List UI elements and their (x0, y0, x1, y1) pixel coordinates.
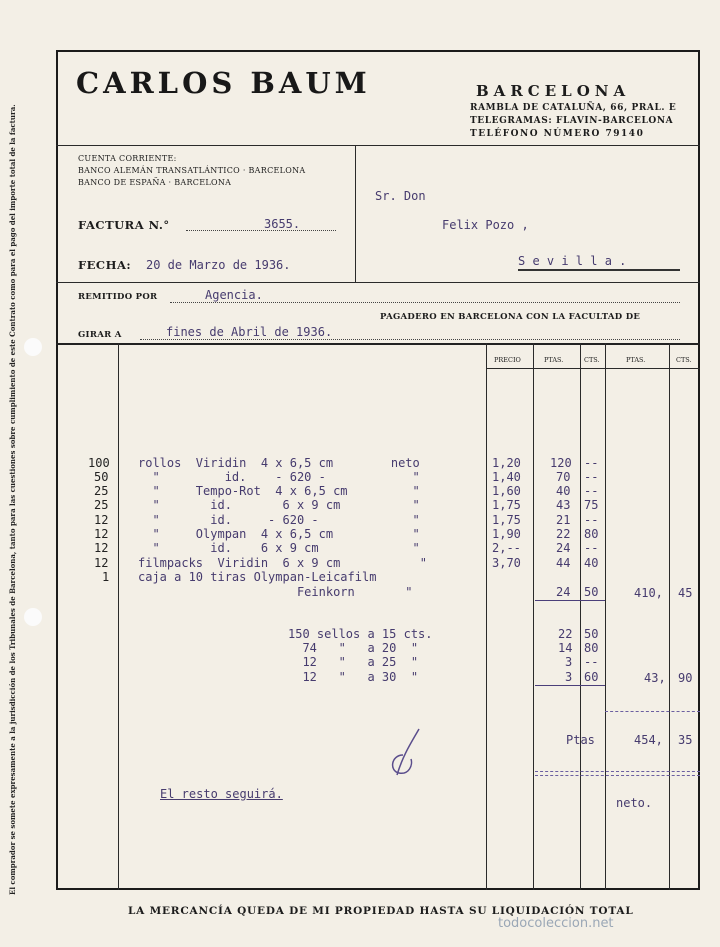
item-qty: 12 (94, 527, 109, 541)
column-precio: PRECIO (494, 356, 521, 364)
item-cts: -- (584, 470, 599, 484)
dotted-line (186, 230, 336, 231)
column-ptas-total: PTAS. (626, 356, 646, 364)
sellos-ptas: 14 (558, 641, 573, 655)
item-ptas: 24 (556, 541, 571, 555)
column-line (533, 343, 534, 890)
bank-title: CUENTA CORRIENTE: (78, 154, 177, 163)
item-cts: -- (584, 541, 599, 555)
column-line (580, 343, 581, 890)
invoice-number: 3655. (264, 217, 301, 231)
item-desc: " id. 6 x 9 cm " (138, 498, 420, 512)
item-qty: 12 (94, 556, 109, 570)
note-text: El resto seguirá. (160, 787, 283, 801)
column-cts: CTS. (584, 356, 600, 364)
sellos-ptas: 3 (565, 670, 573, 684)
subtotal-1-ptas: 410, (634, 586, 663, 600)
column-ptas: PTAS. (544, 356, 564, 364)
column-line (669, 343, 670, 890)
item-ptas: 70 (556, 470, 571, 484)
bank-line-1: BANCO ALEMÁN TRANSATLÁNTICO · BARCELONA (78, 166, 306, 175)
item-cts: -- (584, 456, 599, 470)
sellos-ptas: 22 (558, 627, 573, 641)
company-telegrams: TELEGRAMAS: FLAVIN-BARCELONA (470, 116, 674, 126)
sellos-cts: 80 (584, 641, 599, 655)
subtotal-2-cts: 90 (678, 671, 693, 685)
item-desc: rollos Viridin 4 x 6,5 cm neto (138, 456, 420, 470)
city-underline (518, 269, 680, 271)
item-desc: " id. - 620 - " (138, 470, 420, 484)
item-qty: 1 (102, 570, 110, 584)
item-price: 1,60 (492, 484, 521, 498)
total-dash-line (535, 771, 700, 772)
invoice-date: 20 de Marzo de 1936. (146, 258, 291, 272)
company-address: RAMBLA DE CATALUÑA, 66, PRAL. E (470, 103, 677, 113)
sellos-desc: 74 " a 20 " (288, 641, 419, 655)
item-price: 1,90 (492, 527, 521, 541)
girar-value: fines de Abril de 1936. (166, 325, 333, 339)
sellos-cts: -- (584, 655, 599, 669)
item-qty: 12 (94, 541, 109, 555)
sellos-desc: 12 " a 30 " (288, 670, 419, 684)
sellos-cts: 60 (584, 670, 599, 684)
company-city: BARCELONA (476, 82, 631, 100)
item-desc: Feinkorn " (138, 585, 413, 599)
column-line (118, 343, 119, 890)
sellos-desc: 150 sellos a 15 cts. (288, 627, 433, 641)
recipient-city: S e v i l l a . (518, 254, 627, 268)
column-line (486, 343, 487, 890)
item-qty: 50 (94, 470, 109, 484)
subtotal-line (535, 600, 605, 601)
item-desc: " Olympan 4 x 6,5 cm " (138, 527, 420, 541)
column-cts-total: CTS. (676, 356, 692, 364)
pagadero-text: PAGADERO EN BARCELONA CON LA FACULTAD DE (380, 312, 641, 322)
subtotal-2-ptas: 43, (644, 671, 666, 685)
item-desc: " id. 6 x 9 cm " (138, 541, 420, 555)
remitido-value: Agencia. (205, 288, 263, 302)
item-price: 1,75 (492, 498, 521, 512)
company-name: CARLOS BAUM (76, 66, 371, 100)
item-price: 3,70 (492, 556, 521, 570)
total-cts: 35 (678, 733, 693, 747)
watermark: todocoleccion.net (498, 916, 614, 931)
total-dash-line (535, 775, 700, 776)
item-cts: 50 (584, 585, 599, 599)
sellos-cts: 50 (584, 627, 599, 641)
punch-hole (24, 608, 42, 626)
bank-line-2: BANCO DE ESPAÑA · BARCELONA (78, 178, 232, 187)
item-ptas: 120 (550, 456, 572, 470)
item-ptas: 43 (556, 498, 571, 512)
girar-label: GIRAR A (78, 330, 122, 340)
item-desc: " Tempo-Rot 4 x 6,5 cm " (138, 484, 420, 498)
remitido-label: REMITIDO POR (78, 292, 158, 302)
divider (355, 145, 356, 282)
total-dash-line (605, 711, 700, 712)
item-desc: filmpacks Viridin 6 x 9 cm " (138, 556, 427, 570)
item-price: 1,75 (492, 513, 521, 527)
item-cts: -- (584, 484, 599, 498)
item-ptas: 22 (556, 527, 571, 541)
total-label: Ptas (566, 733, 595, 747)
dotted-line (140, 339, 680, 340)
recipient-name: Felix Pozo , (442, 218, 529, 232)
divider (56, 145, 700, 146)
subtotal-line (535, 685, 605, 686)
handwritten-mark (383, 725, 433, 785)
divider (56, 343, 700, 345)
item-price: 2,-- (492, 541, 521, 555)
footer-text: LA MERCANCÍA QUEDA DE MI PROPIEDAD HASTA SU LIQUIDACIÓN TOTAL (128, 905, 634, 917)
item-qty: 25 (94, 484, 109, 498)
divider (486, 368, 700, 369)
item-desc: " id. - 620 - " (138, 513, 420, 527)
subtotal-1-cts: 45 (678, 586, 693, 600)
divider (56, 282, 700, 283)
column-line (605, 343, 606, 890)
item-ptas: 44 (556, 556, 571, 570)
item-qty: 100 (88, 456, 110, 470)
date-label: FECHA: (78, 258, 132, 272)
item-cts: 40 (584, 556, 599, 570)
item-qty: 25 (94, 498, 109, 512)
company-phone: TELÉFONO NÚMERO 79140 (470, 129, 645, 139)
total-ptas: 454, (634, 733, 663, 747)
punch-hole (24, 338, 42, 356)
item-price: 1,40 (492, 470, 521, 484)
dotted-line (170, 302, 680, 303)
item-ptas: 24 (556, 585, 571, 599)
item-desc: caja a 10 tiras Olympan-Leicafilm (138, 570, 377, 584)
side-legal-text: El comprador se somete expresamente a la jurisdicción de los Tribunales de Barcelona, tanto para las cuestiones sobre cumplimiento de este Contrato como para el pago del importe total de la factura. (8, 104, 17, 895)
item-price: 1,20 (492, 456, 521, 470)
sellos-ptas: 3 (565, 655, 573, 669)
item-cts: 75 (584, 498, 599, 512)
item-cts: 80 (584, 527, 599, 541)
item-cts: -- (584, 513, 599, 527)
item-ptas: 21 (556, 513, 571, 527)
recipient-salutation: Sr. Don (375, 189, 426, 203)
sellos-desc: 12 " a 25 " (288, 655, 419, 669)
item-qty: 12 (94, 513, 109, 527)
neto-label: neto. (616, 796, 653, 810)
invoice-number-label: FACTURA N.° (78, 218, 170, 232)
item-ptas: 40 (556, 484, 571, 498)
